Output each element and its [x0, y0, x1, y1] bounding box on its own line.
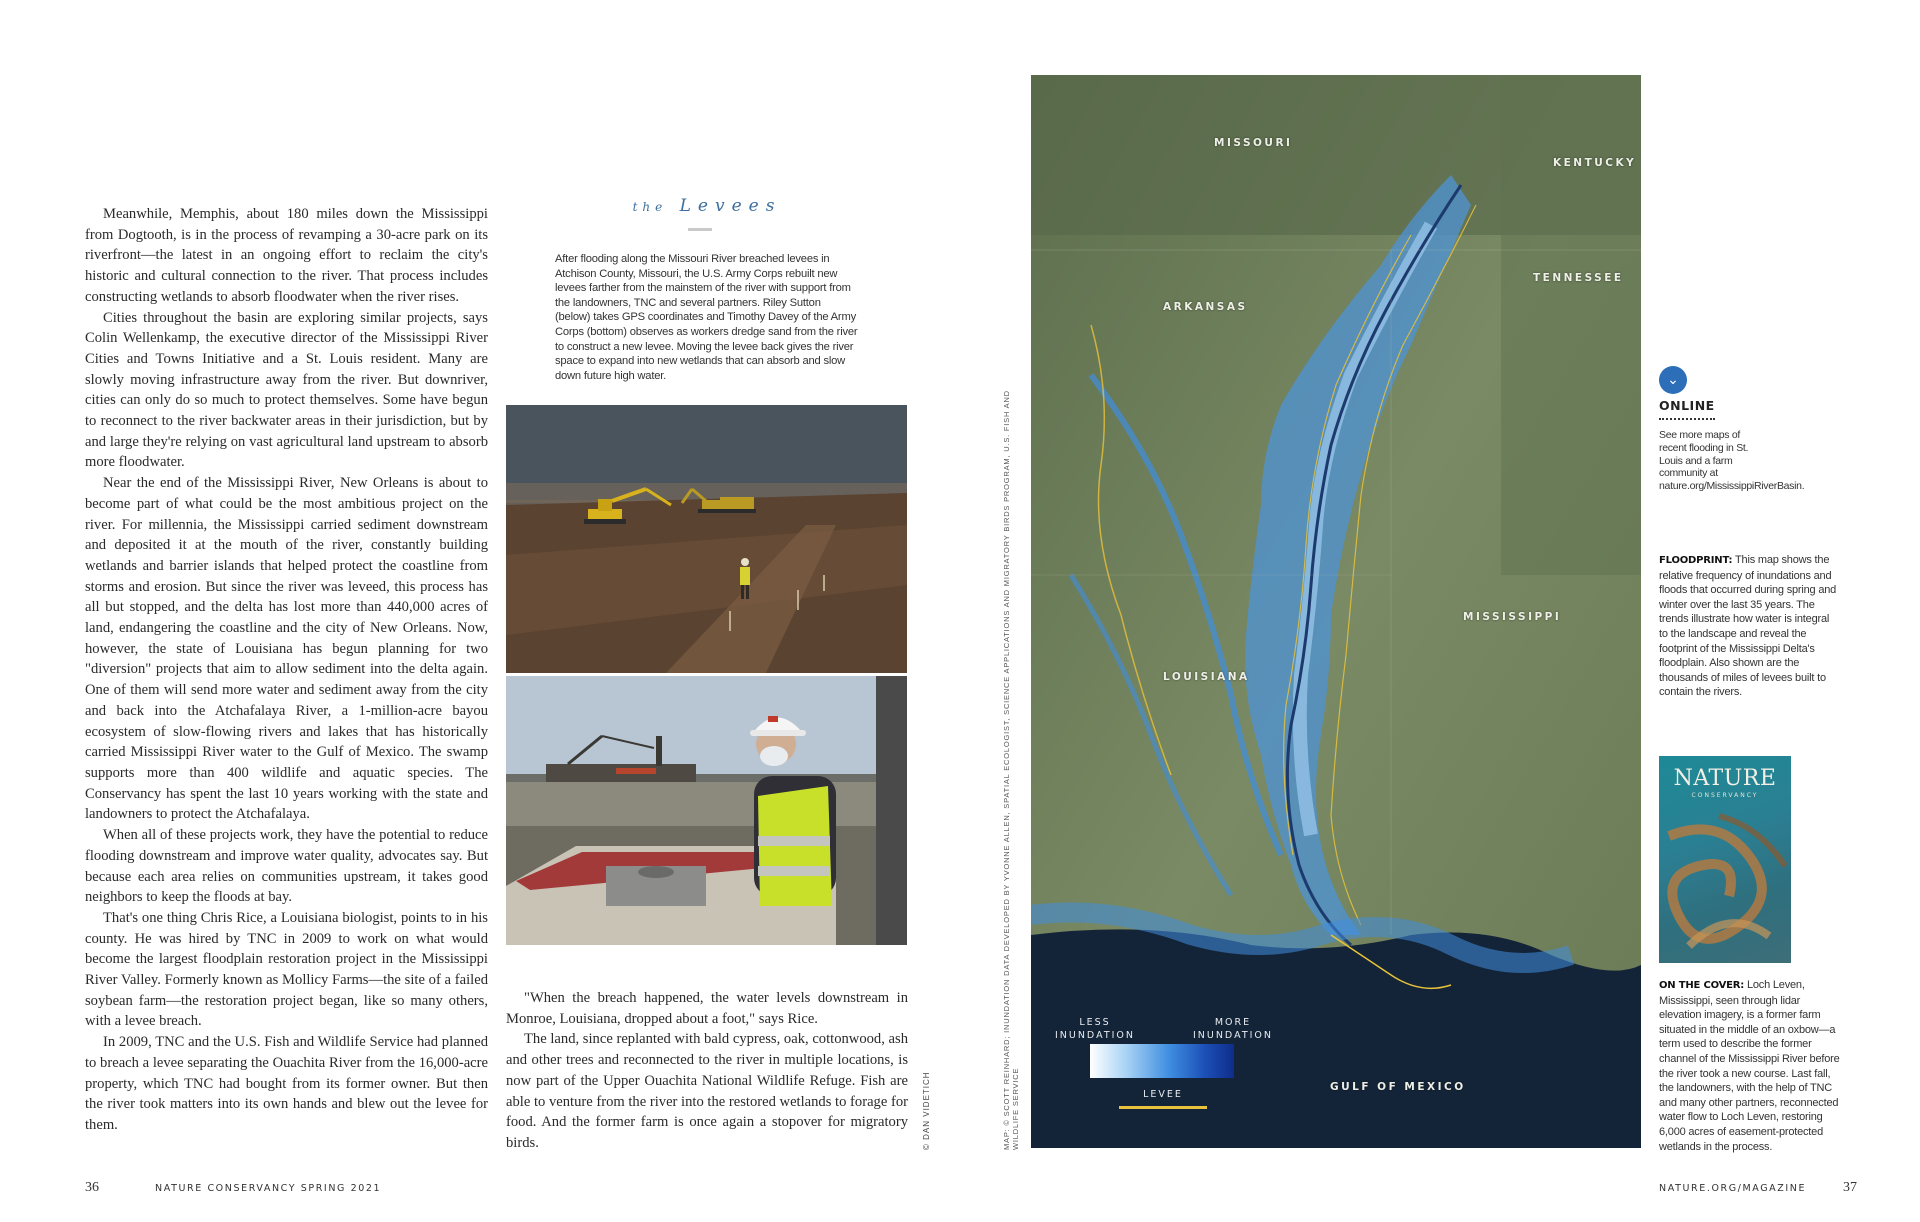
map-label-mississippi: MISSISSIPPI — [1463, 611, 1562, 623]
cover-subtitle: CONSERVANCY — [1691, 792, 1759, 799]
map-label-kentucky: KENTUCKY — [1553, 157, 1637, 169]
dredge-photo — [506, 676, 907, 945]
sidebar-caption: After flooding along the Missouri River breached levees in Atchison County, Missouri, the U.S. Army Corps rebuilt new levees farther from the mainstem of the river with support from the landowners, TNC and several partners. Riley Sutton (below) takes GPS coordinates and Timothy Davey of the Army Corps (bottom) observes as workers dredge sand from the river to construct a new levee. Moving the levee back gives the river space to expand into new wetlands that can absorb and slow down future high water. — [555, 253, 858, 382]
legend-inundation-gradient — [1090, 1044, 1234, 1078]
cover-text: Loch Leven, Mississippi, seen through lidar elevation imagery, is a former farm situated in the middle of an oxbow—a term used to describe the former channel of the Mississippi River before the river took a new course. Last fall, the landowners, with the help of TNC and many other partners, reconnected water flow to Loch Leven, restoring 6,000 acres of easement-protected wetlands in the process. — [1659, 979, 1840, 1153]
article-paragraph: In 2009, TNC and the U.S. Fish and Wildlife Service had planned to breach a levee separating the Ouachita River from the 16,000-acre property, which TNC had bought from its former owner. But then the river took matters into its own hands and blew out the levee for them. — [85, 1034, 488, 1133]
sidebar-title — [506, 196, 908, 216]
sidebar-title-prefix: the — [632, 200, 668, 214]
map-label-gulf: GULF OF MEXICO — [1330, 1081, 1466, 1093]
chevron-down-icon[interactable]: ⌄ — [1659, 366, 1687, 394]
online-text: See more maps of recent flooding in St. Louis and a farm community at nature.org/MississippiRiverBasin. — [1659, 429, 1805, 493]
legend-levee-line — [1119, 1106, 1207, 1109]
map-label-louisiana: LOUISIANA — [1163, 671, 1250, 683]
floodprint-text: This map shows the relative frequency of inundations and floods that occurred during spring and winter over the last 35 years. The trends illustrate how water is integral to the landscape and reveal the footprint of the Mississippi Delta's floodplain. Also shown are the thousands of miles of levees built to contain the rivers. — [1659, 554, 1837, 699]
legend-more-inundation: MORE INUNDATION — [1192, 1017, 1274, 1041]
article-paragraph: That's one thing Chris Rice, a Louisiana biologist, points to in his county. He was hired by TNC in 2009 to work on what would become the largest floodplain restoration project in the Mississippi River Valley. Formerly known as Mollicy Farms—the site of a failed soybean farm—the restoration project began, like so many others, with a levee breach. — [85, 909, 488, 1030]
map-label-tennessee: TENNESSEE — [1533, 272, 1624, 284]
map-label-arkansas: ARKANSAS — [1163, 301, 1248, 313]
floodplain-map — [1031, 75, 1641, 1148]
legend-levee-label: LEVEE — [1143, 1089, 1183, 1100]
excavator-scene — [506, 405, 907, 673]
article-paragraph: The land, since replanted with bald cypress, oak, cottonwood, ash and other trees and reconnected to the river in multiple locations, is now part of the Upper Ouachita National Wildlife Refuge. Fish are able to venture from the river into the restored wetlands to forage for food. And the former farm is once again a stopover for migratory birds. — [506, 1031, 908, 1151]
floodprint-label: FLOODPRINT: — [1659, 555, 1733, 566]
cover-label: ON THE COVER: — [1659, 980, 1745, 991]
cover-caption — [1659, 978, 1845, 1154]
page-number-right: 37 — [1843, 1180, 1857, 1195]
map-credit: MAP: © SCOTT REINHARD; INUNDATION DATA DEVELOPED BY YVONNE ALLEN, SPATIAL ECOLOGIST, SCIENCE APPLICATIONS AND MIGRATORY BIRDS PROGRAM, U.S. FISH AND WILDLIFE SERVICE — [1002, 390, 1020, 1150]
map-label-missouri: MISSOURI — [1214, 137, 1293, 149]
legend-less-inundation: LESS INUNDATION — [1054, 1017, 1136, 1041]
sidebar-title-main: Levees — [679, 196, 782, 216]
article-paragraph: Meanwhile, Memphis, about 180 miles down the Mississippi from Dogtooth, is in the process of revamping a 30-acre park on its riverfront—the latest in an ongoing effort to reclaim the city's historic and cultural connection to the river. That process includes constructing wetlands to absorb floodwater when the river rises. — [85, 206, 488, 305]
dredge-scene — [506, 676, 907, 945]
online-divider — [1659, 418, 1715, 420]
magazine-cover — [1659, 756, 1791, 963]
article-paragraph: Cities throughout the basin are exploring similar projects, says Colin Wellenkamp, the executive director of the Mississippi River Cities and Towns Initiative and a St. Louis resident. Many are slowly moving infrastructure away from the river. But downriver, cities can only do so much to protect themselves. Some have begun to reconnect to the river backwater areas in their jurisdiction, but by and large they're relying on vast agricultural land upstream to absorb more floodwater. — [85, 309, 488, 471]
article-paragraph: "When the breach happened, the water levels downstream in Monroe, Louisiana, dropped about a foot," says Rice. — [506, 990, 908, 1027]
floodprint-caption — [1659, 553, 1839, 700]
article-column-left — [85, 204, 488, 1136]
running-foot-right: NATURE.ORG/MAGAZINE — [1659, 1183, 1807, 1194]
running-foot-left: NATURE CONSERVANCY SPRING 2021 — [155, 1183, 382, 1194]
levee-construction-photo — [506, 405, 907, 673]
page-number-left: 36 — [85, 1180, 99, 1195]
cover-title: NATURE — [1673, 766, 1777, 791]
article-column-middle — [506, 988, 908, 1154]
photo-credit: © DAN VIDETICH — [922, 1071, 931, 1150]
article-paragraph: Near the end of the Mississippi River, New Orleans is about to become part of what could be the most ambitious project on the river. For millennia, the Mississippi carried sediment downstream and deposited it at the mouth of the river, constantly building wetlands and barrier islands that helped protect the coastline from storms and erosion. But since the river was leveed, this process has all but stopped, and the delta has lost more than 440,000 acres of land, endangering the coastline and the city of New Orleans. Now, however, the state of Louisiana has begun planning for two "diversion" projects that aim to allow sediment into the delta again. One of them will send more water and sediment away from the city and back into the Atchafalaya River, a 1-million-acre bayou ecosystem of slow-flowing rivers and lakes that has historically carried Mississippi River water to the Gulf of Mexico. The swamp supports more than 400 wildlife and aquatic species. The Conservancy has spent the last 10 years working with the state and landowners to protect the Atchafalaya. — [85, 475, 488, 823]
sidebar-rule — [688, 228, 712, 231]
online-title: ONLINE — [1659, 398, 1715, 413]
article-paragraph: When all of these projects work, they have the potential to reduce flooding downstream and improve water quality, advocates say. But because each area relies on communities upstream, it takes good neighbors to keep the floods at bay. — [85, 827, 488, 906]
